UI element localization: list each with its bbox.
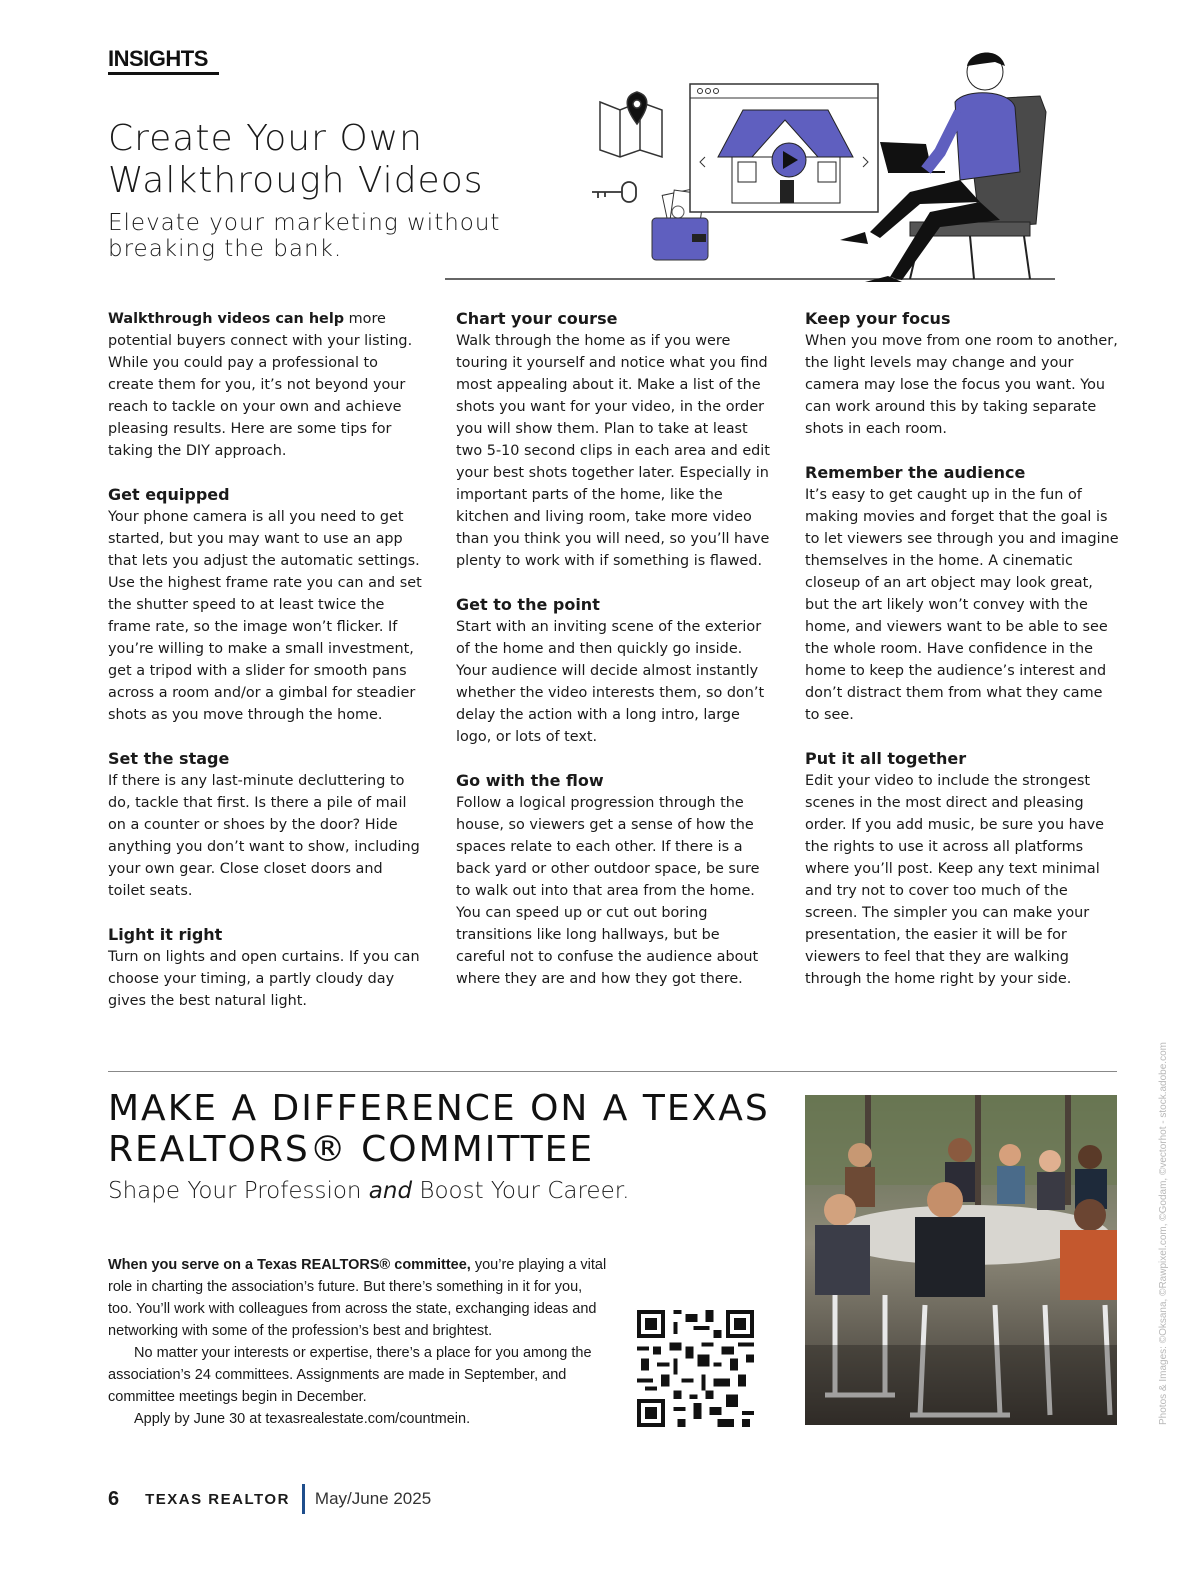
section-tag-underline — [108, 72, 219, 75]
section-heading: Chart your course — [456, 309, 618, 328]
section-heading: Put it all together — [805, 749, 967, 768]
article-column-1 — [108, 308, 424, 1034]
section-heading: Go with the flow — [456, 771, 604, 790]
promo-lead: When you serve on a Texas REALTORS® committee, — [108, 1257, 471, 1273]
article-column-3 — [805, 308, 1121, 1012]
article-subtitle: Elevate your marketing without breaking the bank. — [108, 210, 501, 262]
committee-meeting-photo — [805, 1095, 1117, 1425]
section-body: If there is any last-minute decluttering to do, tackle that first. Is there a pile of mail on a counter or shoes by the door? Hide anything you don’t want to show, including your own gear. Close closet doors and toilet seats. — [108, 773, 420, 899]
section-body: Walk through the home as if you were touring it yourself and notice what you find most appealing about it. Make a list of the shots you want for your video, in the order you will show them. Plan to take at least two 5-10 second clips in each area and edit your best shots together later. Especially in important parts of the home, like the kitchen and living room, take more video than you think you will need, so you’ll have plenty to work with if something is flawed. — [456, 333, 770, 569]
magazine-brand: TEXAS REALTOR — [145, 1490, 290, 1508]
section-heading: Keep your focus — [805, 309, 951, 328]
section-divider — [108, 1071, 1117, 1072]
section-body: Turn on lights and open curtains. If you can choose your timing, a partly cloudy day gives the best natural light. — [108, 949, 420, 1009]
section-body: It’s easy to get caught up in the fun of making movies and forget that the goal is to let viewers see through you and imagine themselves in the home. A cinematic closeup of an art object may look great, but the art likely won’t convey with the home, and viewers want to be able to see the whole room. Have confidence in the home to keep the audience’s interest and don’t distract them from what they came to see. — [805, 487, 1119, 723]
footer-separator — [302, 1484, 305, 1514]
promo-subtitle-a: Shape Your Profession — [108, 1178, 369, 1204]
promo-paragraph-3: Apply by June 30 at texasrealestate.com/countmein. — [134, 1411, 471, 1427]
promo-subtitle-b: Boost Your Career. — [412, 1178, 630, 1204]
section-body: Your phone camera is all you need to get started, but you may want to use an app that lets you adjust the automatic settings. Use the highest frame rate you can and set the shutter speed to at least twice the frame rate, so the image won’t flicker. If you’re willing to make a small investment, get a tripod with a slider for smooth pans across a room and/or a gimbal for steadier shots as you move through the home. — [108, 509, 422, 723]
page-number: 6 — [108, 1487, 120, 1510]
promo-p1-body: you’re playing a vital role in charting the association’s future. But there’s something in it for you, too. You’ll work with colleagues from across the state, exchanging ideas and networking with some of the profession’s best and brightest. — [108, 1257, 607, 1339]
photo-credit: Photos & Images: ©Oksana, ©Rawpixel.com, ©Godam, ©vectorhot - stock.adobe.com — [1158, 1042, 1169, 1425]
promo-title: MAKE A DIFFERENCE ON A TEXAS REALTORS® COMMITTEE — [108, 1088, 770, 1170]
article-title: Create Your Own Walkthrough Videos — [108, 118, 484, 201]
section-heading: Remember the audience — [805, 463, 1026, 482]
page-footer — [108, 1484, 431, 1514]
section-heading: Get equipped — [108, 485, 230, 504]
map-pin-icon — [600, 92, 662, 157]
intro-lead: Walkthrough videos can help — [108, 311, 345, 327]
promo-subtitle — [108, 1178, 629, 1204]
issue-date: May/June 2025 — [314, 1489, 432, 1508]
promo-paragraph-2: No matter your interests or expertise, there’s a place for you among the association’s 24 committees. Assignments are made in September, and committee meetings begin in December. — [108, 1345, 592, 1405]
section-body: When you move from one room to another, the light levels may change and your camera may lose the focus you want. You can work around this by taking separate shots in each room. — [805, 333, 1118, 437]
section-body: Start with an inviting scene of the exterior of the home and then quickly go inside. Your audience will decide almost instantly whether the video interests them, so don’t delay the action with a long intro, large logo, or lots of text. — [456, 619, 765, 745]
video-window — [690, 84, 878, 212]
section-heading: Get to the point — [456, 595, 600, 614]
hero-illustration — [440, 52, 1060, 284]
promo-paragraph-1 — [108, 1254, 608, 1342]
key-icon — [592, 182, 636, 202]
article-column-2 — [456, 308, 772, 1012]
section-body: Follow a logical progression through the house, so viewers get a sense of how the spaces relate to each other. If there is a back yard or other outdoor space, be sure to walk out into that area from the home. You can speed up or cut out boring transitions like long hallways, but be careful not to confuse the audience about where they are and how they got there. — [456, 795, 760, 987]
section-heading: Set the stage — [108, 749, 230, 768]
section-heading: Light it right — [108, 925, 223, 944]
section-body: Edit your video to include the strongest scenes in the most direct and pleasing order. If you add music, be sure you have the rights to use it across all platforms where you’ll post. Keep any text minimal and try not to cover too much of the screen. The simpler you can make your presentation, the easier it will be for viewers to feel that they are walking through the home right by your side. — [805, 773, 1104, 987]
intro-body: more potential buyers connect with your listing. While you could pay a professional to create them for you, it’s not beyond your reach to tackle on your own and achieve pleasing results. Here are some tips for taking the DIY approach. — [108, 311, 413, 459]
section-tag: INSIGHTS — [108, 46, 208, 71]
promo-body — [108, 1254, 608, 1430]
intro-paragraph — [108, 308, 424, 462]
qr-code[interactable] — [637, 1310, 754, 1427]
promo-subtitle-em: and — [368, 1178, 413, 1204]
